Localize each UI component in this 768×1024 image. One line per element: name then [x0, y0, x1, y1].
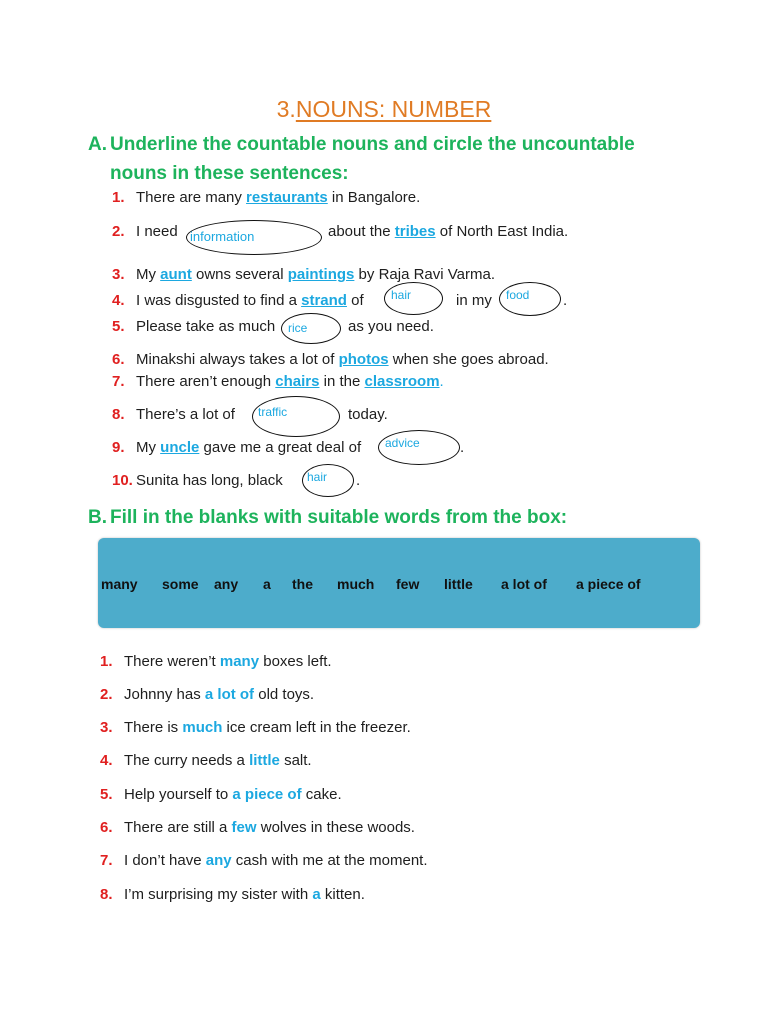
item-number: 7.	[112, 373, 125, 390]
item-number: 2.	[100, 686, 113, 703]
countable-noun: restaurants	[246, 189, 328, 206]
a-sentence-2-end: about the tribes of North East India.	[328, 223, 569, 240]
a-sentence-4-mid: in my	[456, 292, 492, 309]
item-number: 4.	[112, 292, 125, 309]
word-box-item: some	[162, 576, 199, 592]
word-box-item: many	[101, 576, 138, 592]
answer: a	[312, 886, 321, 903]
uncountable-noun: rice	[288, 321, 308, 335]
a-sentence-9-end: .	[460, 439, 465, 456]
a-sentence-5-end: as you need.	[348, 318, 434, 335]
a-sentence-8-start: There’s a lot of	[136, 406, 235, 423]
a-sentence-4-end: .	[563, 292, 568, 309]
item-number: 6.	[112, 351, 125, 368]
uncountable-noun: food	[506, 288, 530, 302]
a-sentence-6: Minakshi always takes a lot of photos when she goes abroad.	[136, 351, 549, 368]
word-box-item: a piece of	[576, 576, 641, 592]
word-box-item: much	[337, 576, 375, 592]
word-box-item: little	[444, 576, 473, 592]
answer: few	[231, 819, 257, 836]
countable-noun: aunt	[160, 266, 192, 283]
a-sentence-1: There are many restaurants in Bangalore.	[136, 189, 421, 206]
b-sentence-8: I’m surprising my sister with a kitten.	[124, 886, 365, 903]
answer: many	[219, 653, 260, 670]
answer: any	[205, 852, 232, 869]
title-text: NOUNS: NUMBER	[295, 96, 492, 122]
uncountable-noun: information	[190, 229, 255, 244]
item-number: 1.	[100, 653, 113, 670]
word-box-item: the	[292, 576, 313, 592]
b-sentence-2: Johnny has a lot of old toys.	[124, 686, 315, 703]
item-number: 3.	[100, 719, 113, 736]
a-sentence-4-start: I was disgusted to find a strand of	[136, 292, 364, 309]
word-box-item: any	[214, 576, 239, 592]
item-number: 5.	[112, 318, 125, 335]
countable-noun: photos	[338, 351, 389, 368]
a-sentence-8-end: today.	[348, 406, 388, 423]
item-number: 3.	[112, 266, 125, 283]
section-a-heading	[88, 130, 635, 188]
a-sentence-3: My aunt owns several paintings by Raja Ravi Varma.	[136, 266, 495, 283]
a-sentence-2-start: I need	[136, 223, 178, 240]
item-number: 5.	[100, 786, 113, 803]
section-b-letter: B.	[88, 507, 107, 528]
b-sentence-3: There is much ice cream left in the freezer.	[124, 719, 411, 736]
title-number: 3.	[276, 96, 296, 122]
section-b-heading	[88, 503, 567, 532]
b-sentence-4: The curry needs a little salt.	[124, 752, 312, 769]
uncountable-noun: advice	[385, 436, 420, 450]
a-sentence-9-start: My uncle gave me a great deal of	[136, 439, 362, 456]
answer: little	[249, 752, 280, 769]
section-a-line2: nouns in these sentences:	[110, 163, 349, 184]
section-a-letter: A.	[88, 134, 107, 155]
b-sentence-6: There are still a few wolves in these woods.	[124, 819, 415, 836]
countable-noun: tribes	[394, 223, 436, 240]
countable-noun: chairs	[275, 373, 320, 390]
a-sentence-10-end: .	[356, 472, 361, 489]
item-number: 10.	[112, 472, 133, 489]
page-title	[0, 96, 768, 123]
countable-noun: strand	[301, 292, 347, 309]
countable-noun: uncle	[160, 439, 200, 456]
uncountable-noun: hair	[391, 288, 412, 302]
answer: a lot of	[204, 686, 255, 703]
b-sentence-5: Help yourself to a piece of cake.	[124, 786, 342, 803]
item-number: 9.	[112, 439, 125, 456]
uncountable-noun: traffic	[258, 405, 288, 419]
item-number: 7.	[100, 852, 113, 869]
answer: much	[182, 719, 223, 736]
section-a-line1: Underline the countable nouns and circle the uncountable	[110, 134, 635, 155]
item-number: 2.	[112, 223, 125, 240]
item-number: 8.	[100, 886, 113, 903]
a-sentence-10-start: Sunita has long, black	[136, 472, 283, 489]
item-number: 8.	[112, 406, 125, 423]
section-b-title: Fill in the blanks with suitable words from the box:	[110, 507, 568, 528]
word-box-item: a lot of	[501, 576, 547, 592]
a-sentence-5-start: Please take as much	[136, 318, 276, 335]
answer: a piece of	[232, 786, 302, 803]
item-number: 6.	[100, 819, 113, 836]
countable-noun: classroom	[364, 373, 440, 390]
countable-noun: paintings	[287, 266, 355, 283]
word-box-item: a	[263, 576, 271, 592]
item-number: 4.	[100, 752, 113, 769]
uncountable-noun: hair	[307, 470, 328, 484]
b-sentence-1: There weren’t many boxes left.	[124, 653, 332, 670]
word-box-item: few	[396, 576, 420, 592]
b-sentence-7: I don’t have any cash with me at the moment.	[124, 852, 428, 869]
a-sentence-7: There aren’t enough chairs in the classroom.	[136, 373, 444, 390]
item-number: 1.	[112, 189, 125, 206]
